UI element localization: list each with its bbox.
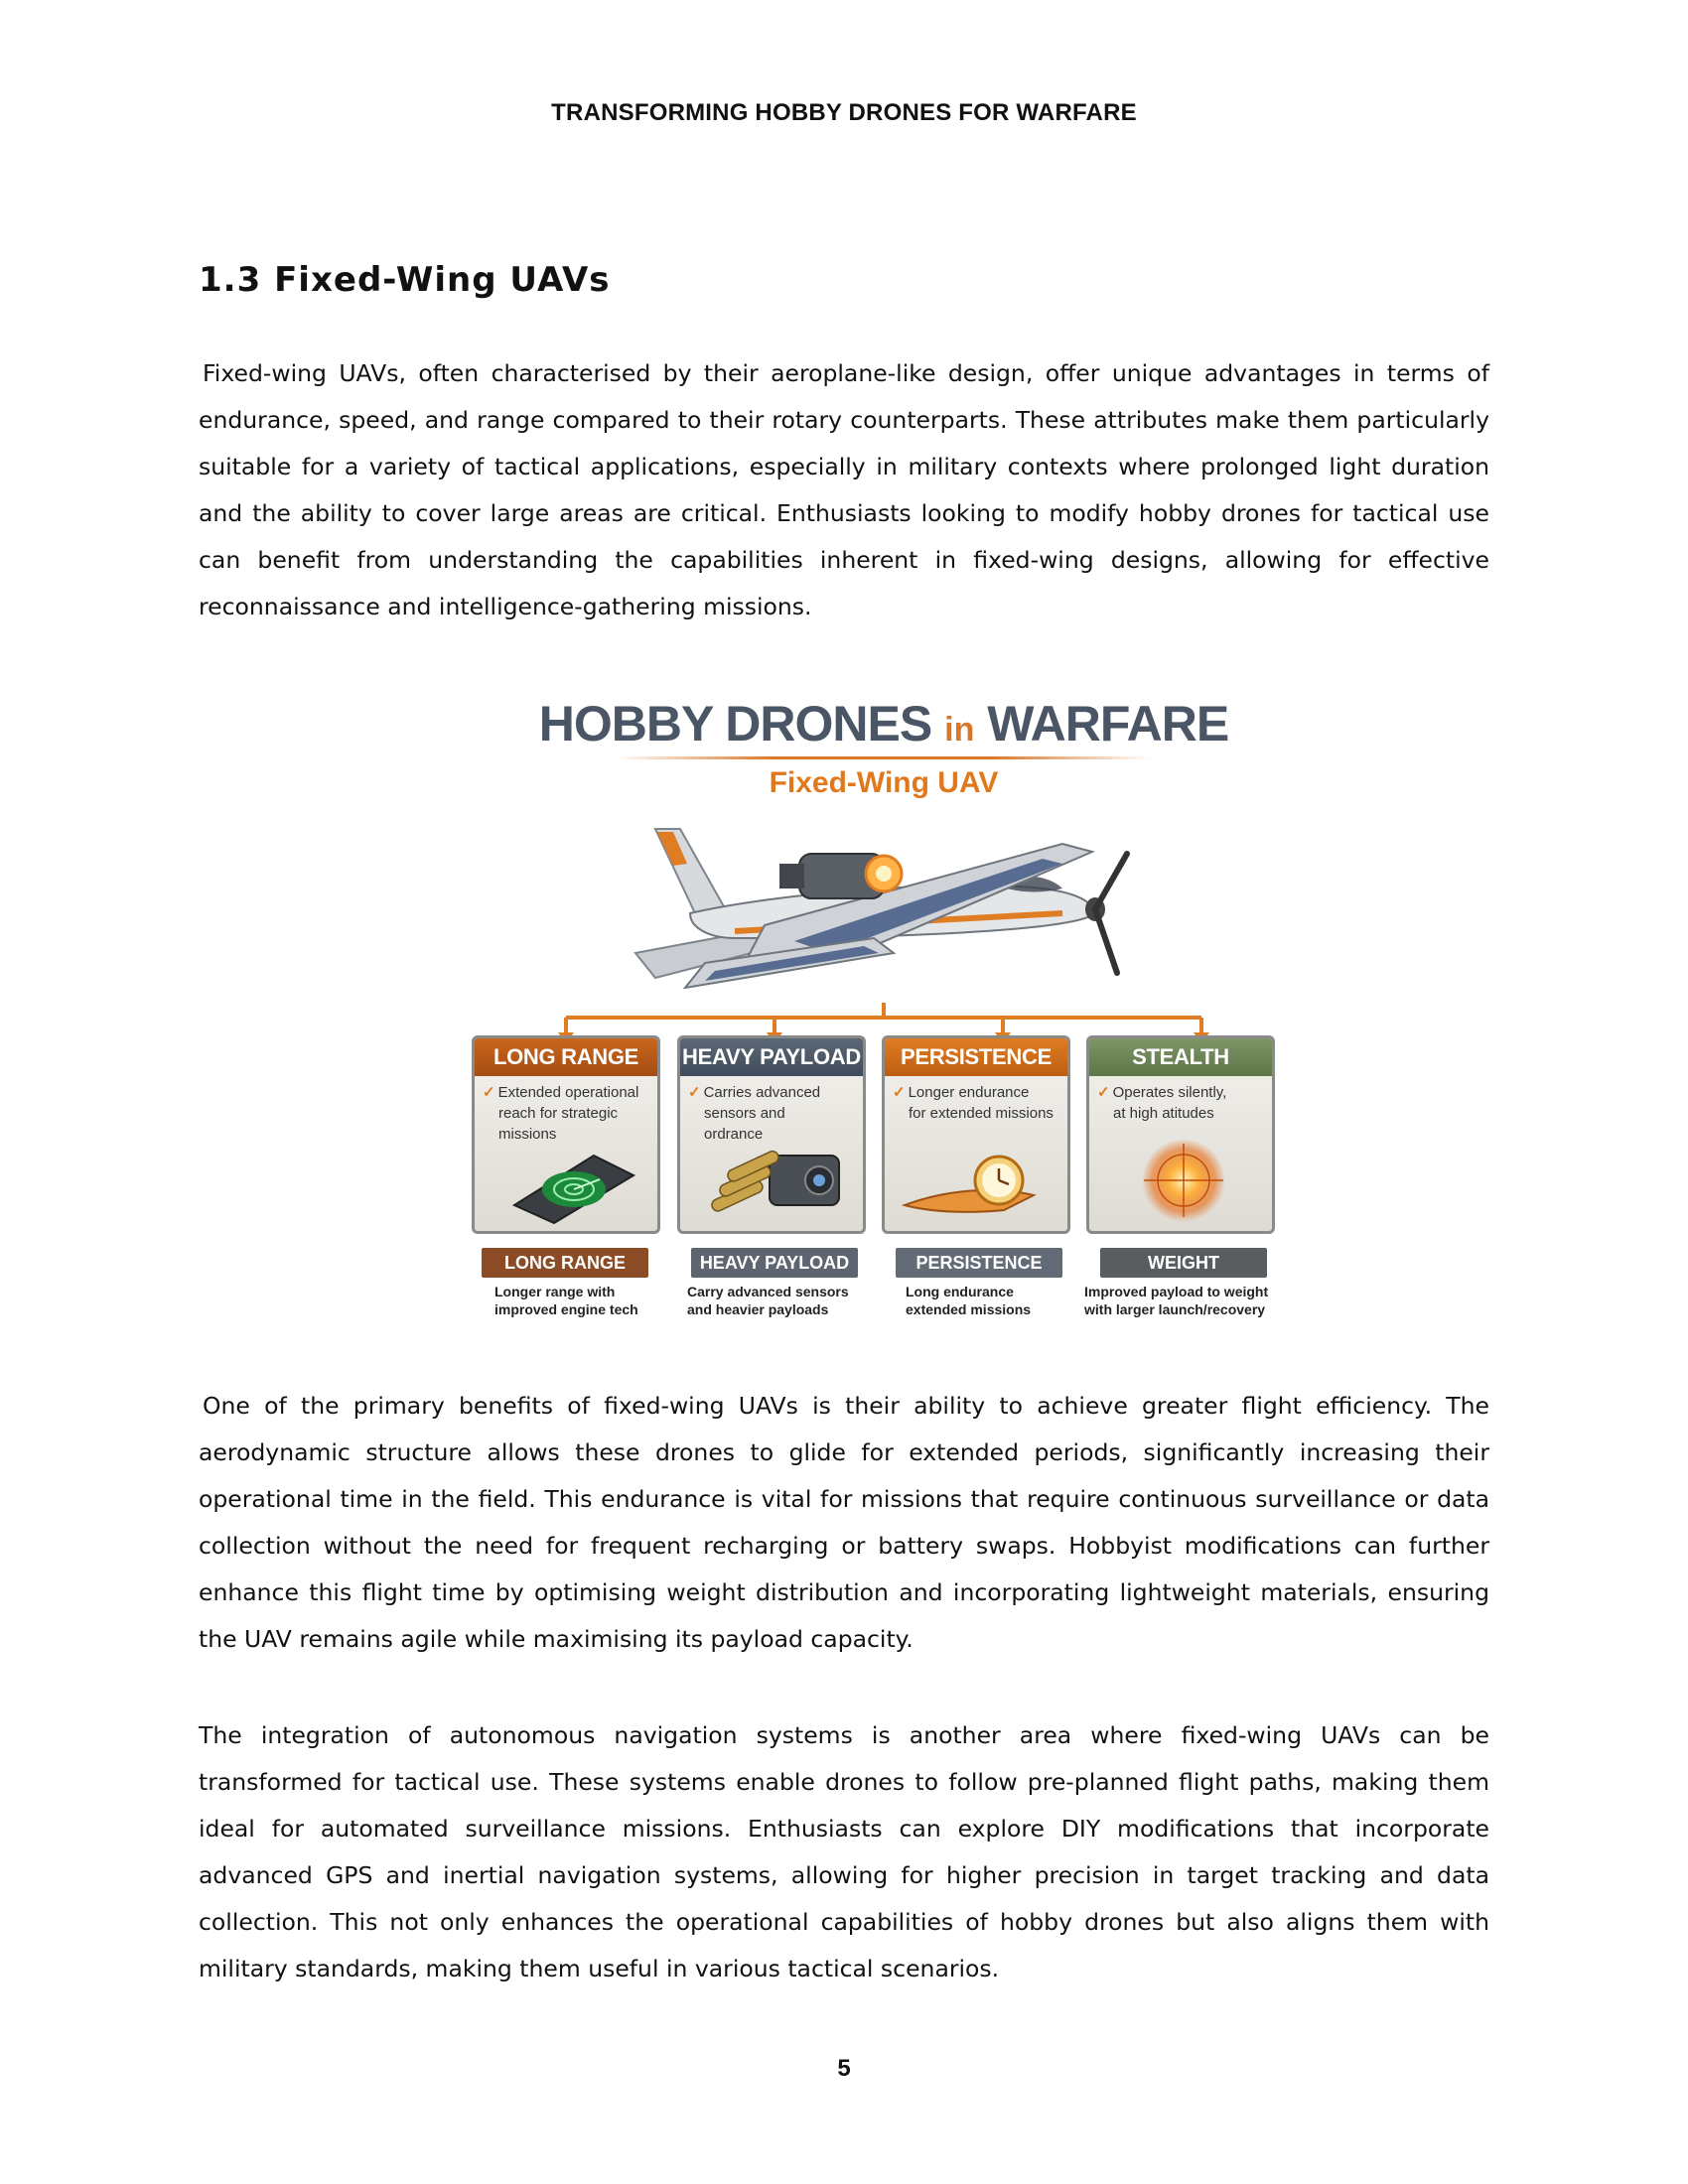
panel-long-range-text xyxy=(475,1076,657,1145)
fixed-wing-plane-illustration xyxy=(596,814,1152,1003)
paragraph-flight-efficiency: One of the primary benefits of fixed-wing UAVs is their ability to achieve greater flight efficiency. The aerodynamic structure allows these drones to glide for extended periods, significantly increasing their operational time in the field. This endurance is vital for missions that require continuous surveillance or data collection without the need for frequent recharging or battery swaps. Hobbyist modifications can further enhance this flight time by optimising weight distribution and incorporating lightweight materials, ensuring the UAV remains agile while maximising its payload capacity. xyxy=(199,1392,1489,1653)
label-caption-heavy-payload xyxy=(687,1283,886,1318)
radar-screen-icon xyxy=(475,1136,657,1225)
label-bar-weight: WEIGHT xyxy=(1100,1248,1267,1278)
caption-line: Long endurance xyxy=(906,1284,1014,1299)
panel-long-range xyxy=(472,1035,660,1234)
panel-text-line: missions xyxy=(498,1126,557,1143)
panel-text-line: Longer endurance xyxy=(908,1084,1030,1101)
panel-heavy-payload-text xyxy=(680,1076,863,1145)
section-title: 1.3 Fixed-Wing UAVs xyxy=(199,260,611,300)
figure-title-rule xyxy=(616,756,1152,759)
label-caption-weight xyxy=(1084,1283,1283,1318)
panel-text-line: for extended missions xyxy=(909,1105,1054,1122)
running-header: TRANSFORMING HOBBY DRONES FOR WARFARE xyxy=(551,99,1137,126)
panel-text-line: Extended operational xyxy=(497,1084,639,1101)
caption-line: Carry advanced sensors xyxy=(687,1284,849,1299)
caption-line: and heavier payloads xyxy=(687,1301,829,1317)
caption-line: extended missions xyxy=(906,1301,1032,1317)
panel-text-line: ordrance xyxy=(704,1126,764,1143)
paragraph-autonomous-navigation: The integration of autonomous navigation systems is another area where fixed-wing UAVs can be transformed for tactical use. These systems enable drones to follow pre-planned flight paths, making them ideal for automated surveillance missions. Enthusiasts can explore DIY modifications that incorporate advanced GPS and inertial navigation systems, allowing for higher precision in target tracking and data collection. This not only enhances the operational capabilities of hobby drones but also aligns them with military standards, making them useful in various tactical scenarios. xyxy=(199,1721,1489,1982)
figure-title-part-1: HOBBY DRONES xyxy=(538,696,932,751)
panel-stealth-text xyxy=(1089,1076,1272,1124)
panel-text-line: sensors and xyxy=(704,1105,785,1122)
figure-title-in: in xyxy=(944,711,975,749)
panel-heavy-payload xyxy=(677,1035,866,1234)
label-caption-persistence xyxy=(906,1283,1104,1318)
label-bar-long-range: LONG RANGE xyxy=(482,1248,648,1278)
panel-text-line: Operates silently, xyxy=(1112,1084,1227,1101)
panel-stealth xyxy=(1086,1035,1275,1234)
caption-line: with larger launch/recovery xyxy=(1084,1301,1266,1317)
label-bar-heavy-payload: HEAVY PAYLOAD xyxy=(691,1248,858,1278)
paragraph-intro: Fixed-wing UAVs, often characterised by their aeroplane-like design, offer unique advantages in terms of endurance, speed, and range compared to their rotary counterparts. These attributes make them particularly suitable for a variety of tactical applications, especially in military contexts where prolonged light duration and the ability to cover large areas are critical. Enthusiasts looking to modify hobby drones for tactical use can benefit from understanding the capabilities inherent in fixed-wing designs, allowing for effective reconnaissance and intelligence-gathering missions. xyxy=(199,359,1489,620)
check-icon: ✓ xyxy=(483,1084,495,1101)
figure-title xyxy=(467,695,1301,752)
panel-heavy-payload-header: HEAVY PAYLOAD xyxy=(680,1038,863,1076)
label-caption-long-range xyxy=(494,1283,693,1318)
panel-persistence-text xyxy=(885,1076,1067,1124)
panel-long-range-header: LONG RANGE xyxy=(475,1038,657,1076)
stealth-glow-icon xyxy=(1089,1136,1272,1225)
panel-persistence xyxy=(882,1035,1070,1234)
figure-hobby-drones-infographic xyxy=(467,685,1301,1330)
caption-line: Longer range with xyxy=(494,1284,616,1299)
panel-text-line: at high atitudes xyxy=(1113,1105,1214,1122)
panel-text-line: reach for strategic xyxy=(498,1105,619,1122)
endurance-clock-icon xyxy=(885,1136,1067,1225)
figure-subtitle: Fixed-Wing UAV xyxy=(769,766,999,799)
caption-line: Improved payload to weight xyxy=(1084,1284,1269,1299)
caption-line: improved engine tech xyxy=(494,1301,638,1317)
sensor-ammo-icon xyxy=(680,1136,863,1225)
panel-stealth-header: STEALTH xyxy=(1089,1038,1272,1076)
page-number: 5 xyxy=(837,2055,851,2082)
figure-title-part-2: WARFARE xyxy=(987,696,1229,751)
panel-persistence-header: PERSISTENCE xyxy=(885,1038,1067,1076)
check-icon: ✓ xyxy=(1097,1084,1110,1101)
check-icon: ✓ xyxy=(893,1084,906,1101)
check-icon: ✓ xyxy=(688,1084,701,1101)
label-bar-persistence: PERSISTENCE xyxy=(896,1248,1062,1278)
panel-text-line: Carries advanced xyxy=(703,1084,821,1101)
